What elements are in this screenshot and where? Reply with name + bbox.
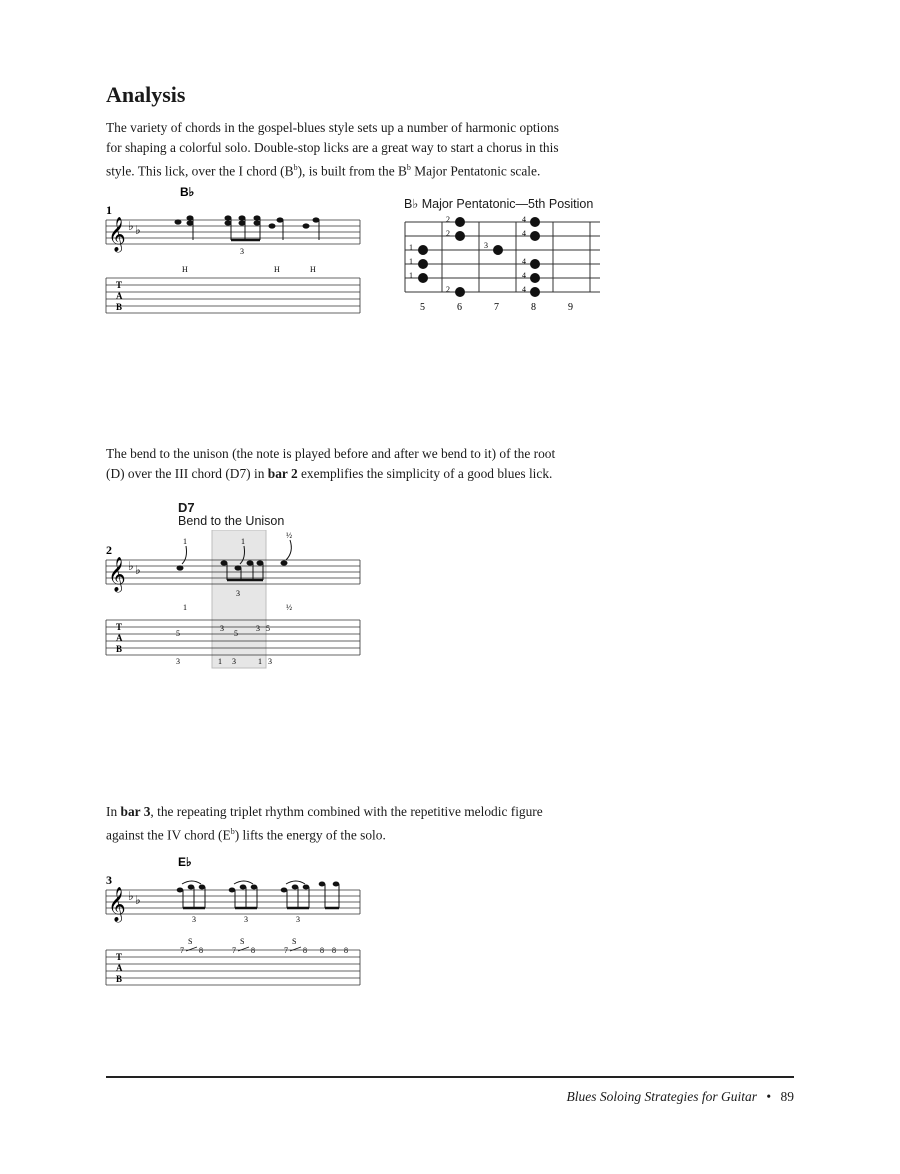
tab-label-icon: B [116, 974, 123, 984]
ex1-bar-number: 1 [106, 203, 112, 217]
fingering: 3 [268, 657, 272, 666]
footer-rule [106, 1076, 794, 1078]
bend-line-2a: (D) over the III chord (D7) in [106, 466, 268, 481]
ex3-slide-2: S [240, 937, 245, 946]
fret-number: 9 [568, 302, 573, 313]
key-flat-icon: ♭ [135, 563, 141, 577]
ex3-triplet-3: 3 [296, 915, 300, 924]
scale-diagram [400, 212, 610, 316]
ex2-caption: Bend to the Unison [178, 514, 285, 528]
triplet-line-1 [106, 802, 626, 822]
ex2-triplet: 3 [236, 589, 240, 598]
fingering: 3 [484, 241, 488, 250]
tab-number: 7 [284, 946, 288, 955]
ex1-triplet: 3 [240, 247, 244, 256]
triplet-line-2b: ) lifts the energy of the solo. [234, 827, 386, 843]
ex3-triplet-2: 3 [244, 915, 248, 924]
ex3-stems [182, 881, 339, 908]
bend-line-2 [106, 464, 626, 484]
tab-number: 8 [320, 946, 324, 955]
tab-label-icon: T [116, 952, 123, 962]
ex3-tab-numbers [180, 946, 348, 955]
fret-numbers [420, 302, 573, 313]
triplet-line-1a: In [106, 804, 121, 819]
fingering: 4 [522, 257, 526, 266]
tab-label-icon: B [116, 644, 123, 654]
ex1-hammer-3: H [310, 265, 316, 274]
tab-number: 8 [332, 946, 336, 955]
fingering: 4 [522, 215, 526, 224]
tab-label-icon: T [116, 280, 123, 290]
ex1-hammer-1: H [182, 265, 188, 274]
key-flat-icon: ♭ [128, 219, 134, 233]
tab-number: 3 [256, 624, 260, 633]
ex2-bend-1: 1 [183, 537, 187, 546]
fingering: 1 [258, 657, 262, 666]
triplet-line-1-bold: bar 3 [120, 804, 151, 819]
bend-paragraph [106, 444, 626, 484]
tab-label-icon: T [116, 622, 123, 632]
flat-sup: b [230, 827, 235, 836]
triplet-line-1b: , the repeating triplet rhythm combined with the repetitive melodic figure [150, 804, 543, 819]
ex2-tab-bend-2: ½ [286, 603, 292, 612]
ex3-slide-3: S [292, 937, 297, 946]
ex3-bar-number: 3 [106, 873, 112, 887]
bend-line-2-bold: bar 2 [267, 466, 298, 481]
footer-book-title: Blues Soloing Strategies for Guitar [566, 1089, 758, 1104]
key-flat-icon: ♭ [135, 223, 141, 237]
intro-line-3a: style. This lick, over the I chord (B [106, 163, 294, 179]
fingering: 2 [446, 285, 450, 294]
footer [567, 1089, 794, 1105]
fret-number: 8 [531, 302, 536, 313]
example-1-notation [100, 182, 370, 322]
intro-paragraph [106, 118, 626, 181]
unison-highlight [212, 530, 266, 668]
tab-label-icon: A [116, 291, 123, 301]
footer-bullet: • [766, 1089, 772, 1104]
fingering: 4 [522, 229, 526, 238]
ex3-slide-1: S [188, 937, 193, 946]
ex3-chord: E♭ [178, 855, 192, 869]
ex1-tab-staff [106, 278, 360, 313]
scale-fingerings [409, 215, 526, 294]
flat-sup: b [293, 163, 298, 172]
treble-clef-icon: 𝄞 [108, 558, 126, 591]
page-heading: Analysis [106, 82, 186, 107]
ex3-staff [106, 890, 360, 914]
fingering: 3 [176, 657, 180, 666]
fret-number: 6 [457, 302, 462, 313]
scale-diagram-title: B♭ Major Pentatonic—5th Position [404, 197, 594, 211]
bend-line-1: The bend to the unison (the note is played before and after we bend to it) of the root [106, 446, 556, 461]
key-flat-icon: ♭ [128, 889, 134, 903]
triplet-paragraph [106, 802, 626, 845]
fret-number: 5 [420, 302, 425, 313]
triplet-line-2a: against the IV chord (E [106, 827, 231, 843]
tab-label-icon: B [116, 302, 123, 312]
tab-label-icon: A [116, 633, 123, 643]
treble-clef-icon: 𝄞 [108, 888, 126, 921]
ex1-notes [175, 215, 320, 228]
ex3-notes [177, 882, 340, 893]
tab-number: 8 [199, 946, 203, 955]
flat-sup-2: b [406, 163, 411, 172]
intro-line-3c: Major Pentatonic scale. [410, 163, 541, 179]
intro-line-3b: ), is built from the B [297, 163, 407, 179]
tab-number: 8 [344, 946, 348, 955]
ex2-bend-3: ½ [286, 531, 292, 540]
ex3-tab-staff [106, 950, 360, 985]
fingering: 1 [409, 243, 413, 252]
tab-number: 8 [303, 946, 307, 955]
ex1-chord: B♭ [180, 185, 195, 199]
ex2-bend-2: 1 [241, 537, 245, 546]
tab-number: 5 [266, 624, 270, 633]
intro-line-1: The variety of chords in the gospel-blues style sets up a number of harmonic options [106, 120, 559, 135]
intro-line-2: for shaping a colorful solo. Double-stop licks are a great way to start a chorus in this [106, 140, 559, 155]
fingering: 1 [218, 657, 222, 666]
bend-line-2b: exemplifies the simplicity of a good blues lick. [297, 466, 553, 481]
tab-number: 7 [232, 946, 236, 955]
ex2-bar-number: 2 [106, 543, 112, 557]
example-2-notation [100, 530, 370, 670]
example-3-notation [100, 852, 370, 992]
fingering: 2 [446, 215, 450, 224]
tab-number: 8 [251, 946, 255, 955]
fingering: 1 [409, 271, 413, 280]
key-flat-icon: ♭ [135, 893, 141, 907]
tab-label-icon: A [116, 963, 123, 973]
ex2-tab-bend-1: 1 [183, 603, 187, 612]
fingering: 2 [446, 229, 450, 238]
fingering: 3 [232, 657, 236, 666]
treble-clef-icon: 𝄞 [108, 218, 126, 251]
intro-line-3 [106, 158, 626, 181]
triplet-line-2 [106, 822, 626, 845]
ex2-chord: D7 [178, 500, 195, 515]
tab-number: 7 [180, 946, 184, 955]
ex3-triplet-1: 3 [192, 915, 196, 924]
page-number: 89 [780, 1089, 794, 1104]
fingering: 1 [409, 257, 413, 266]
fretboard-grid [405, 222, 600, 292]
fret-number: 7 [494, 302, 499, 313]
tab-number: 5 [234, 629, 238, 638]
fingering: 4 [522, 285, 526, 294]
key-flat-icon: ♭ [128, 559, 134, 573]
tab-number: 5 [176, 629, 180, 638]
fingering: 4 [522, 271, 526, 280]
ex1-hammer-2: H [274, 265, 280, 274]
tab-number: 3 [220, 624, 224, 633]
